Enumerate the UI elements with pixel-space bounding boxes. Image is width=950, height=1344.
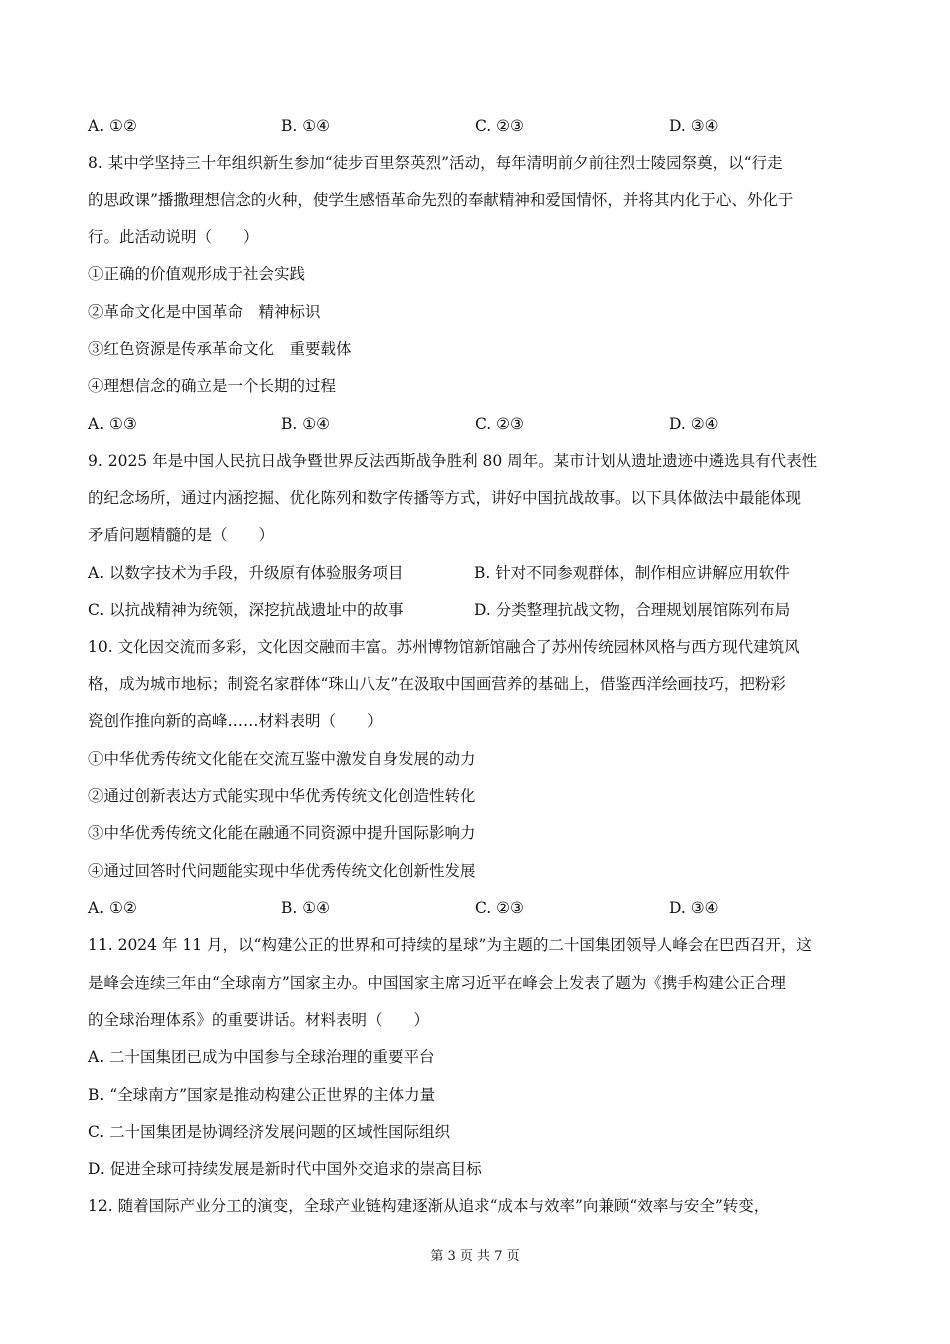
- q11-option-a: A. 二十国集团已成为中国参与全球治理的重要平台: [88, 1048, 435, 1066]
- q10-item-1: ①中华优秀传统文化能在交流互鉴中激发自身发展的动力: [88, 750, 476, 768]
- q12-stem-line-1: 12. 随着国际产业分工的演变，全球产业链构建逐渐从追求“成本与效率”向兼顾“效率与安全”转变，: [88, 1197, 770, 1215]
- q7-option-d: D. ③④: [669, 117, 719, 135]
- q7-option-c: C. ②③: [475, 117, 524, 135]
- q8-item-2: ②革命文化是中国革命 精神标识: [88, 303, 321, 321]
- q7-option-a: A. ①②: [88, 117, 137, 135]
- q8-item-3: ③红色资源是传承革命文化 重要载体: [88, 340, 352, 358]
- q9-option-c: C. 以抗战精神为统领，深挖抗战遗址中的故事: [88, 601, 404, 619]
- q9-options-row-2: [88, 600, 868, 620]
- q7-options: [88, 116, 868, 136]
- q8-option-d: D. ②④: [669, 415, 719, 433]
- page-footer: 第 3 页 共 7 页: [430, 1249, 520, 1264]
- q8-option-a: A. ①③: [88, 415, 137, 433]
- q10-item-4: ④通过回答时代问题能实现中华优秀传统文化创新性发展: [88, 862, 476, 880]
- q11-stem-line-3: 的全球治理体系》的重要讲话。材料表明（ ）: [88, 1011, 430, 1029]
- q9-stem-line-3: 矛盾问题精髓的是（ ）: [88, 526, 275, 544]
- q10-option-c: C. ②③: [475, 899, 524, 917]
- q10-item-3: ③中华优秀传统文化能在融通不同资源中提升国际影响力: [88, 824, 476, 842]
- q10-item-2: ②通过创新表达方式能实现中华优秀传统文化创造性转化: [88, 787, 476, 805]
- q11-stem-line-2: 是峰会连续三年由“全球南方”国家主办。中国国家主席习近平在峰会上发表了题为《携手构建公正合理: [88, 974, 786, 992]
- q10-stem-line-2: 格，成为城市地标；制瓷名家群体“珠山八友”在汲取中国画营养的基础上，借鉴西洋绘画技巧，把粉彩: [88, 675, 786, 693]
- q11-option-d: D. 促进全球可持续发展是新时代中国外交追求的崇高目标: [88, 1160, 482, 1178]
- q10-stem-line-3: 瓷创作推向新的高峰……材料表明（ ）: [88, 712, 383, 730]
- q8-stem-line-1: 8. 某中学坚持三十年组织新生参加“徒步百里祭英烈”活动，每年清明前夕前往烈士陵园祭奠，以“行走: [88, 154, 783, 172]
- q9-stem-line-1: 9. 2025 年是中国人民抗日战争暨世界反法西斯战争胜利 80 周年。某市计划从遗址遗迹中遴选具有代表性: [88, 452, 818, 470]
- q11-stem-line-1: 11. 2024 年 11 月，以“构建公正的世界和可持续的星球”为主题的二十国集团领导人峰会在巴西召开，这: [88, 936, 812, 954]
- q7-option-b: B. ①④: [281, 117, 331, 135]
- q8-stem-line-2: 的思政课”播撒理想信念的火种，使学生感悟革命先烈的奉献精神和爱国情怀，并将其内化于心、外化于: [88, 191, 794, 209]
- q8-option-b: B. ①④: [281, 415, 331, 433]
- q10-option-b: B. ①④: [281, 899, 331, 917]
- q9-option-a: A. 以数字技术为手段，升级原有体验服务项目: [88, 564, 404, 582]
- q8-option-c: C. ②③: [475, 415, 524, 433]
- q11-option-b: B. “全球南方”国家是推动构建公正世界的主体力量: [88, 1086, 436, 1104]
- q8-options: [88, 414, 868, 434]
- q10-options: [88, 898, 868, 918]
- q9-options-row-1: [88, 563, 868, 583]
- q9-stem-line-2: 的纪念场所，通过内涵挖掘、优化陈列和数字传播等方式，讲好中国抗战故事。以下具体做法中最能体现: [88, 489, 802, 507]
- q9-option-b: B. 针对不同参观群体，制作相应讲解应用软件: [474, 564, 790, 582]
- q10-option-d: D. ③④: [669, 899, 719, 917]
- q10-stem-line-1: 10. 文化因交流而多彩，文化因交融而丰富。苏州博物馆新馆融合了苏州传统园林风格与西方现代建筑风: [88, 638, 800, 656]
- q9-option-d: D. 分类整理抗战文物，合理规划展馆陈列布局: [474, 601, 791, 619]
- q8-stem-line-3: 行。此活动说明（ ）: [88, 228, 259, 246]
- q11-option-c: C. 二十国集团是协调经济发展问题的区域性国际组织: [88, 1123, 451, 1141]
- q8-item-4: ④理想信念的确立是一个长期的过程: [88, 377, 337, 395]
- q10-option-a: A. ①②: [88, 899, 137, 917]
- q8-item-1: ①正确的价值观形成于社会实践: [88, 265, 306, 283]
